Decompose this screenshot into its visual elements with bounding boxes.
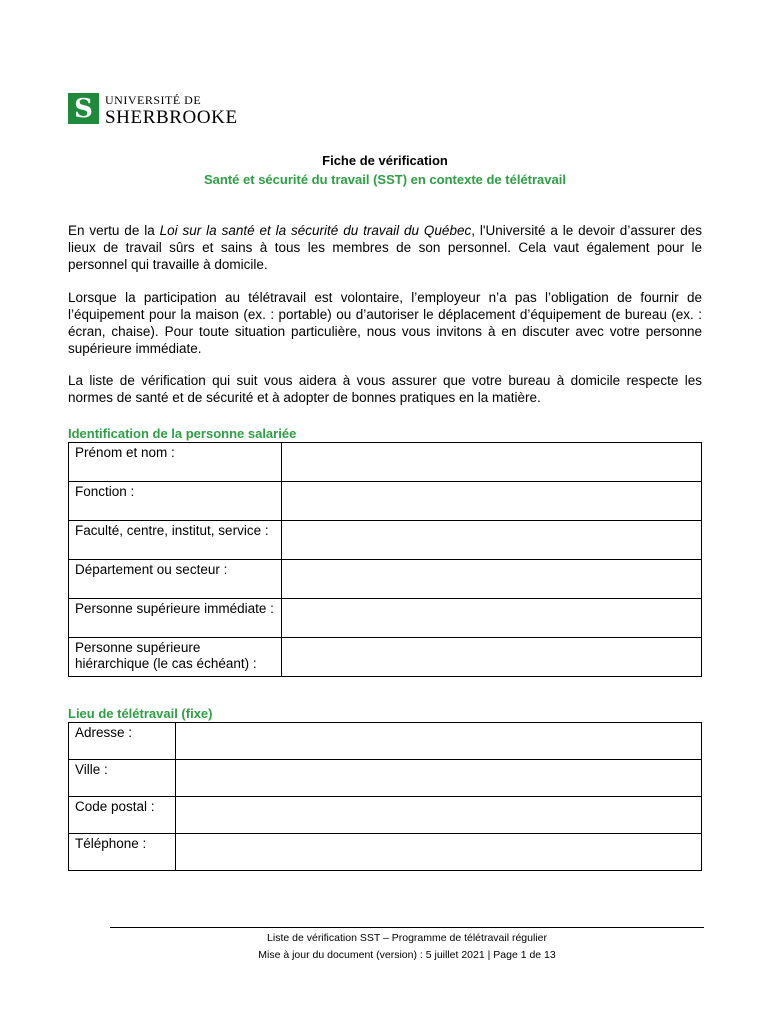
footer-divider (110, 927, 704, 928)
field-label-city: Ville : (69, 760, 176, 797)
logo-wordmark (105, 93, 238, 127)
intro-paragraph (68, 222, 702, 273)
checklist-paragraph: La liste de vérification qui suit vous aidera à vous assurer que votre bureau à domicile respecte les normes de santé et de sécurité et à adopter de bonnes pratiques en la matière. (68, 373, 702, 405)
document-title: Fiche de vérification (322, 153, 448, 168)
field-label-function: Fonction : (69, 482, 282, 521)
table-row (69, 797, 702, 834)
field-label-immediate-supervisor: Personne supérieure immédiate : (69, 599, 282, 638)
table-row (69, 443, 702, 482)
table-row (69, 834, 702, 871)
field-label-hierarchical-supervisor: Personne supérieure hiérarchique (le cas échéant) : (69, 638, 282, 677)
footer-document-name: Liste de vérification SST – Programme de télétravail régulier (267, 932, 547, 944)
table-row (69, 521, 702, 560)
table-row (69, 560, 702, 599)
logo-mark: S (68, 93, 99, 124)
university-logo (68, 93, 238, 127)
table-row (69, 638, 702, 677)
section-heading-location: Lieu de télétravail (fixe) (68, 706, 213, 721)
field-value-city[interactable] (176, 760, 702, 797)
field-label-faculty: Faculté, centre, institut, service : (69, 521, 282, 560)
field-label-name: Prénom et nom : (69, 443, 282, 482)
table-row (69, 482, 702, 521)
intro-text-before: En vertu de la (68, 223, 160, 238)
field-value-function[interactable] (282, 482, 702, 521)
table-row (69, 723, 702, 760)
field-value-address[interactable] (176, 723, 702, 760)
document-subtitle: Santé et sécurité du travail (SST) en contexte de télétravail (204, 172, 566, 187)
field-value-name[interactable] (282, 443, 702, 482)
field-value-immediate-supervisor[interactable] (282, 599, 702, 638)
law-title: Loi sur la santé et la sécurité du travail du Québec (159, 223, 472, 238)
field-value-postal-code[interactable] (176, 797, 702, 834)
field-value-phone[interactable] (176, 834, 702, 871)
field-label-postal-code: Code postal : (69, 797, 176, 834)
section-heading-employee: Identification de la personne salariée (68, 426, 297, 441)
logo-line2: SHERBROOKE (105, 107, 238, 128)
field-value-hierarchical-supervisor[interactable] (282, 638, 702, 677)
intro-text-after: , l'Université a le devoir d’assurer des lieux de travail sûrs et sains à tous les membres de son personnel. Cela vaut également pour le personnel qui travaille à domicile. (68, 223, 702, 272)
field-label-address: Adresse : (69, 723, 176, 760)
field-label-phone: Téléphone : (69, 834, 176, 871)
footer-version-page: Mise à jour du document (version) : 5 juillet 2021 | Page 1 de 13 (258, 949, 556, 961)
table-row (69, 599, 702, 638)
field-value-faculty[interactable] (282, 521, 702, 560)
logo-line1: UNIVERSITÉ DE (105, 93, 202, 107)
table-row (69, 760, 702, 797)
field-label-department: Département ou secteur : (69, 560, 282, 599)
employee-identification-table (68, 442, 702, 677)
field-value-department[interactable] (282, 560, 702, 599)
telework-location-table (68, 722, 702, 871)
equipment-paragraph: Lorsque la participation au télétravail est volontaire, l’employeur n’a pas l’obligation de fournir de l’équipement pour la maison (ex. : portable) ou d’autoriser le déplacement d’équipement de bureau (ex. : écran, chaise). Pour toute situation particulière, nous vous invitons à en discuter avec votre personne supérieure immédiate. (68, 290, 702, 356)
